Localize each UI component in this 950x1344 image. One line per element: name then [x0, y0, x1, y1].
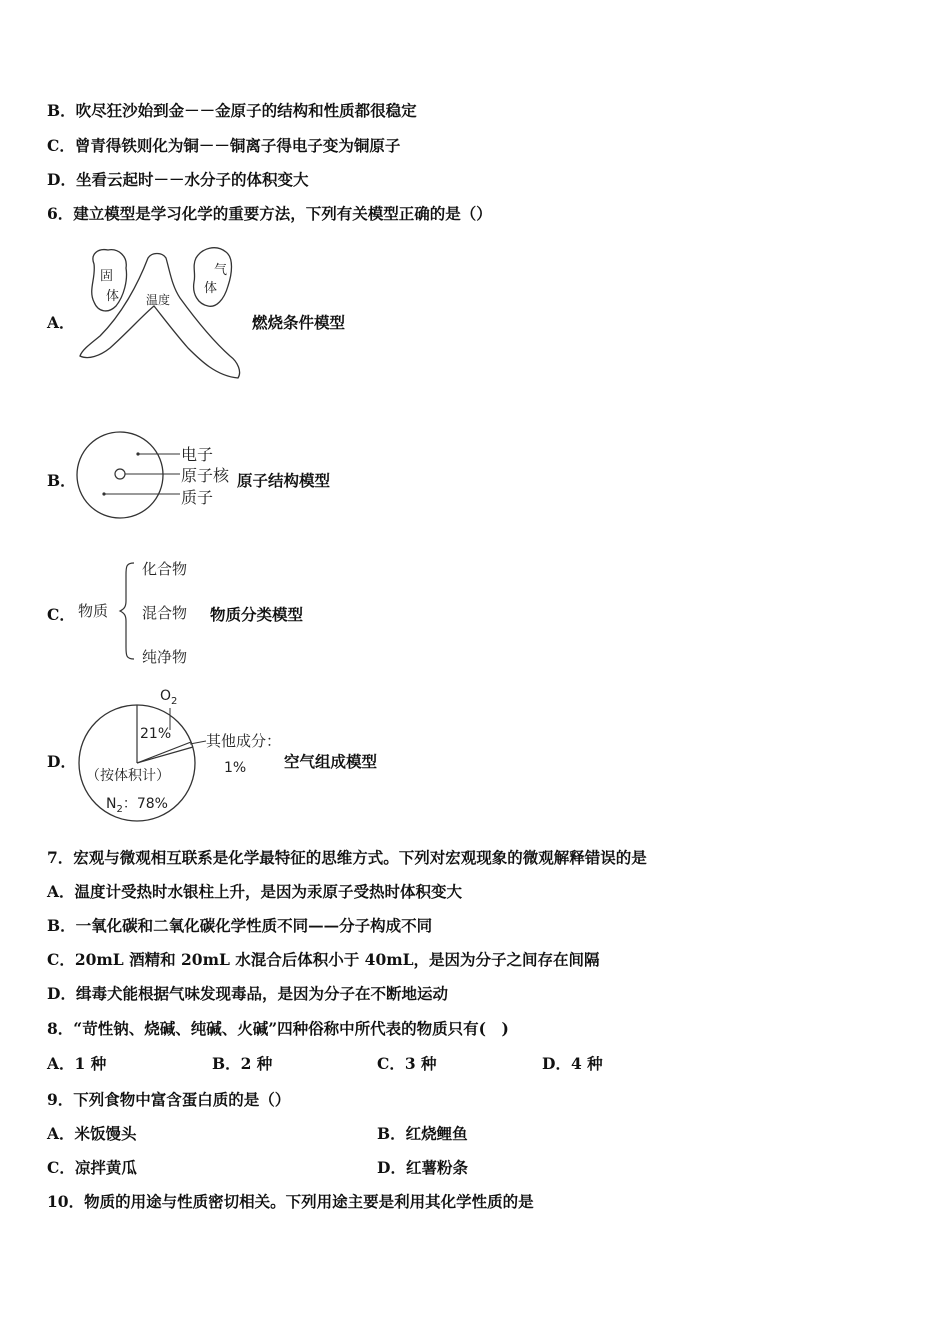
q6-option-a-label: A．: [47, 313, 75, 332]
nucleus-label: 原子核: [181, 466, 230, 485]
right-blob-char-1: 气: [214, 263, 228, 278]
q6-option-c-caption: 物质分类模型: [210, 605, 304, 624]
q5-option-b: B．吹尽狂沙始到金－－金原子的结构和性质都很稳定: [47, 101, 417, 120]
root-label: 物质: [78, 602, 109, 620]
branch-pure: 纯净物: [142, 648, 188, 666]
q9-stem: 9．下列食物中富含蛋白质的是（）: [47, 1090, 291, 1109]
other-label: 其他成分：: [206, 732, 282, 750]
q5-option-d: D．坐看云起时－－水分子的体积变大: [47, 170, 309, 189]
q6-option-c-label: C．: [47, 605, 75, 624]
q6-option-d-label: D．: [47, 752, 76, 771]
o2-label: $O_2$: [160, 688, 178, 707]
pie-divider-other: [137, 747, 193, 763]
q7-option-c: C．20mL 酒精和 20mL 水混合后体积小于 40mL，是因为分子之间存在间隔: [47, 950, 600, 969]
q7-option-b: B．一氧化碳和二氧化碳化学性质不同——分子构成不同: [47, 916, 433, 935]
proton-label: 质子: [181, 488, 214, 507]
q7-stem: 7．宏观与微观相互联系是化学最特征的思维方式。下列对宏观现象的微观解释错误的是: [47, 848, 647, 867]
q9-option-b: B．红烧鲤鱼: [377, 1124, 468, 1143]
q7-option-a: A．温度计受热时水银柱上升，是因为汞原子受热时体积变大: [47, 882, 463, 901]
q9-option-c: C．凉拌黄瓜: [47, 1158, 137, 1177]
brace: [120, 563, 134, 659]
q7-option-d: D．缉毒犬能根据气味发现毒品，是因为分子在不断地运动: [47, 984, 448, 1003]
center-label: 温度: [146, 293, 171, 307]
branch-mixture: 混合物: [142, 604, 188, 622]
q9-option-a: A．米饭馒头: [47, 1124, 137, 1143]
q6-option-b-label: B．: [47, 471, 76, 490]
branch-compound: 化合物: [142, 560, 188, 578]
classification-model-figure: [76, 555, 206, 669]
left-blob-char-2: 体: [106, 289, 120, 304]
q10-stem: 10．物质的用途与性质密切相关。下列用途主要是利用其化学性质的是: [47, 1192, 534, 1211]
q9-option-d: D．红薯粉条: [377, 1158, 468, 1177]
q8-option-c: C．3 种: [377, 1054, 437, 1073]
other-percent: 1%: [224, 760, 247, 776]
air-composition-figure: [76, 684, 286, 826]
o2-percent: 21%: [140, 726, 172, 742]
combustion-model-figure: [78, 244, 248, 384]
left-blob-char-1: 固: [100, 269, 114, 284]
q8-stem: 8．“苛性钠、烧碱、纯碱、火碱”四种俗称中所代表的物质只有( ): [47, 1019, 509, 1038]
other-pointer: [190, 741, 206, 744]
q6-option-b-caption: 原子结构模型: [237, 471, 331, 490]
q8-option-b: B．2 种: [212, 1054, 273, 1073]
pie-divider-o2: [137, 742, 191, 763]
q6-stem: 6．建立模型是学习化学的重要方法，下列有关模型正确的是（）: [47, 204, 492, 223]
q8-option-d: D．4 种: [542, 1054, 603, 1073]
n2-label: $N_2$：78%: [106, 796, 168, 815]
nucleus: [115, 469, 125, 479]
volume-note: （按体积计）: [86, 768, 170, 784]
q6-option-d-caption: 空气组成模型: [284, 752, 378, 771]
q5-option-c: C．曾青得铁则化为铜－－铜离子得电子变为铜原子: [47, 136, 401, 155]
atom-model-figure: [76, 430, 241, 522]
electron-shell: [77, 432, 163, 518]
q8-option-a: A．1 种: [47, 1054, 107, 1073]
q6-option-a-caption: 燃烧条件模型: [252, 313, 346, 332]
electron-label: 电子: [181, 445, 214, 464]
right-blob-char-2: 体: [204, 281, 218, 296]
